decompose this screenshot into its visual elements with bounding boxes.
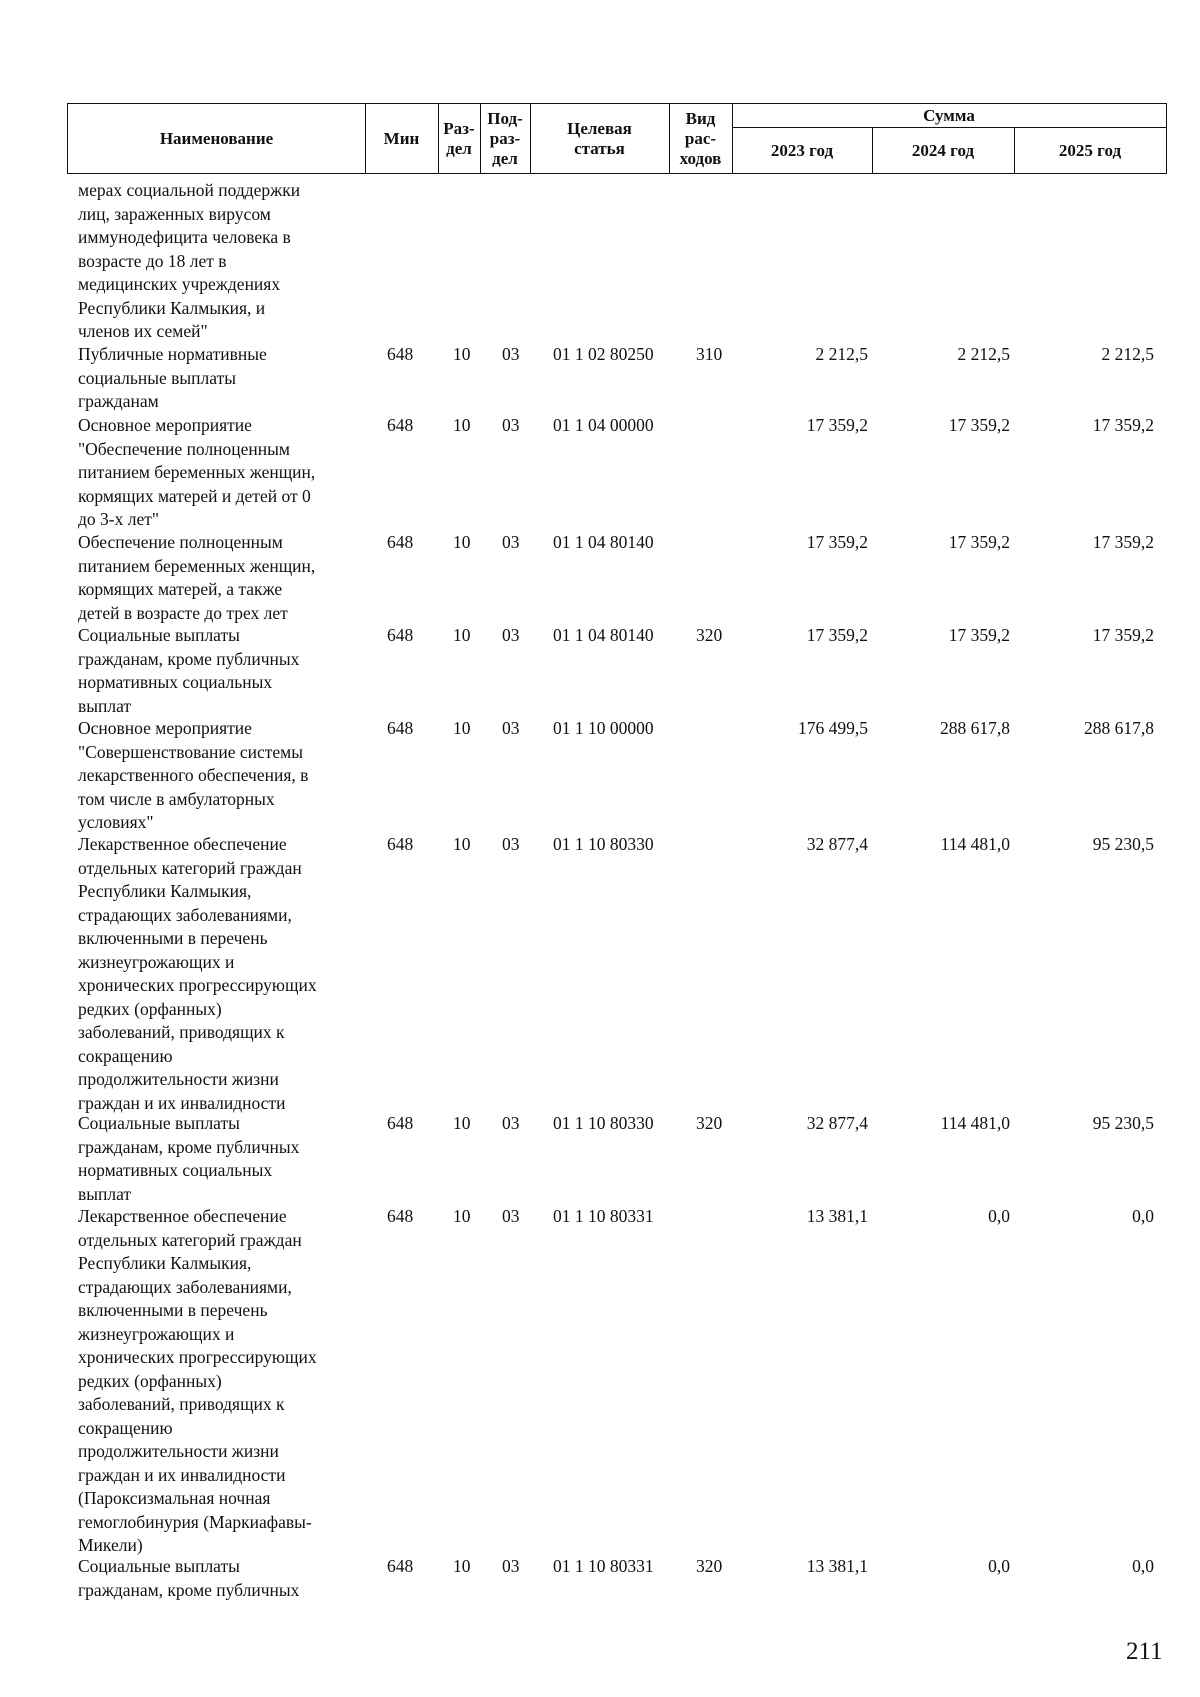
row-min: 648 <box>387 1556 414 1576</box>
row-sum-2025: 0,0 <box>1132 1556 1154 1576</box>
row-min: 648 <box>387 532 414 552</box>
row-celevaya: 01 1 10 80330 <box>553 1113 654 1133</box>
row-name: Обеспечение полноценным питанием беременных женщин, кормящих матерей, а также детей в возрасте до трех лет <box>78 532 316 623</box>
row-celevaya: 01 1 02 80250 <box>553 344 654 364</box>
row-name: Лекарственное обеспечение отдельных категорий граждан Республики Калмыкия, страдающих заболеваниями, включенными в перечень жизнеугрожающих и хронических прогрессирующих редких (орфанных) заболеваний, приводящих к сокращению продолжительности жизни граждан и их инвалидности (Пароксизмальная ночная гемоглобинурия (Маркиафавы- Микели) <box>78 1206 317 1555</box>
header-razdel: Раз- дел <box>443 118 475 158</box>
row-razdel: 10 <box>453 344 471 364</box>
header-name: Наименование <box>159 128 274 148</box>
header-year-2025: 2025 год <box>1058 140 1122 160</box>
row-celevaya: 01 1 10 00000 <box>553 718 654 738</box>
header-vid: Вид рас- ходов <box>679 108 722 168</box>
page-number: 211 <box>1126 1638 1163 1665</box>
row-sum-2023: 2 212,5 <box>815 344 868 364</box>
row-sum-2025: 95 230,5 <box>1092 834 1154 854</box>
row-sum-2024: 288 617,8 <box>940 718 1010 738</box>
row-celevaya: 01 1 10 80331 <box>553 1556 654 1576</box>
row-sum-2025: 17 359,2 <box>1092 415 1154 435</box>
row-sum-2024: 114 481,0 <box>940 1113 1010 1133</box>
row-name: Основное мероприятие "Совершенствование системы лекарственного обеспечения, в том числе в амбулаторных условиях" <box>78 718 309 832</box>
row-sum-2023: 17 359,2 <box>806 532 868 552</box>
row-min: 648 <box>387 1206 414 1226</box>
row-podrazdel: 03 <box>502 1206 520 1226</box>
row-sum-2023: 17 359,2 <box>806 415 868 435</box>
table-header <box>67 103 1167 174</box>
row-sum-2023: 13 381,1 <box>806 1556 868 1576</box>
row-razdel: 10 <box>453 532 471 552</box>
row-sum-2024: 17 359,2 <box>948 625 1010 645</box>
header-min: Мин <box>383 128 420 148</box>
row-celevaya: 01 1 04 80140 <box>553 532 654 552</box>
row-sum-2025: 95 230,5 <box>1092 1113 1154 1133</box>
row-sum-2024: 17 359,2 <box>948 532 1010 552</box>
row-min: 648 <box>387 415 414 435</box>
row-podrazdel: 03 <box>502 532 520 552</box>
row-name: Социальные выплаты гражданам, кроме публичных нормативных социальных выплат <box>78 625 300 716</box>
row-celevaya: 01 1 04 80140 <box>553 625 654 645</box>
row-vid: 320 <box>696 1113 723 1133</box>
row-name: Лекарственное обеспечение отдельных категорий граждан Республики Калмыкия, страдающих заболеваниями, включенными в перечень жизнеугрожающих и хронических прогрессирующих редких (орфанных) заболеваний, приводящих к сокращению продолжительности жизни граждан и их инвалидности <box>78 834 317 1113</box>
row-min: 648 <box>387 1113 414 1133</box>
row-sum-2024: 17 359,2 <box>948 415 1010 435</box>
row-min: 648 <box>387 718 414 738</box>
row-min: 648 <box>387 344 414 364</box>
row-razdel: 10 <box>453 415 471 435</box>
row-podrazdel: 03 <box>502 718 520 738</box>
row-sum-2025: 17 359,2 <box>1092 625 1154 645</box>
row-razdel: 10 <box>453 625 471 645</box>
row-celevaya: 01 1 10 80331 <box>553 1206 654 1226</box>
row-podrazdel: 03 <box>502 1113 520 1133</box>
row-name: Публичные нормативные социальные выплаты гражданам <box>78 344 267 411</box>
row-vid: 310 <box>696 344 723 364</box>
row-name: Социальные выплаты гражданам, кроме публичных нормативных социальных выплат <box>78 1113 300 1204</box>
row-sum-2025: 0,0 <box>1132 1206 1154 1226</box>
row-podrazdel: 03 <box>502 625 520 645</box>
row-razdel: 10 <box>453 1556 471 1576</box>
header-year-2023: 2023 год <box>770 140 834 160</box>
row-razdel: 10 <box>453 1206 471 1226</box>
row-name: Социальные выплаты гражданам, кроме публичных <box>78 1556 300 1600</box>
row-sum-2025: 288 617,8 <box>1084 718 1154 738</box>
row-razdel: 10 <box>453 718 471 738</box>
row-podrazdel: 03 <box>502 1556 520 1576</box>
row-sum-2024: 114 481,0 <box>940 834 1010 854</box>
row-podrazdel: 03 <box>502 344 520 364</box>
row-name: Основное мероприятие "Обеспечение полноценным питанием беременных женщин, кормящих матерей и детей от 0 до 3-х лет" <box>78 415 316 529</box>
row-sum-2023: 176 499,5 <box>798 718 868 738</box>
row-celevaya: 01 1 04 00000 <box>553 415 654 435</box>
row-podrazdel: 03 <box>502 834 520 854</box>
header-celevaya: Целевая статья <box>567 118 632 158</box>
row-sum-2024: 0,0 <box>988 1206 1010 1226</box>
header-year-2024: 2024 год <box>911 140 975 160</box>
row-sum-2023: 17 359,2 <box>806 625 868 645</box>
row-sum-2024: 0,0 <box>988 1556 1010 1576</box>
row-sum-2023: 32 877,4 <box>806 1113 868 1133</box>
row-razdel: 10 <box>453 1113 471 1133</box>
row-sum-2024: 2 212,5 <box>957 344 1010 364</box>
row-razdel: 10 <box>453 834 471 854</box>
header-summa: Сумма <box>923 105 975 125</box>
row-sum-2025: 17 359,2 <box>1092 532 1154 552</box>
row-vid: 320 <box>696 1556 723 1576</box>
row-min: 648 <box>387 625 414 645</box>
row-name: мерах социальной поддержки лиц, зараженных вирусом иммунодефицита человека в возрасте до 18 лет в медицинских учреждениях Республики Калмыкия, и членов их семей" <box>78 180 301 341</box>
row-sum-2023: 32 877,4 <box>806 834 868 854</box>
header-podrazdel: Под- раз- дел <box>487 108 523 168</box>
row-sum-2023: 13 381,1 <box>806 1206 868 1226</box>
row-podrazdel: 03 <box>502 415 520 435</box>
row-celevaya: 01 1 10 80330 <box>553 834 654 854</box>
row-vid: 320 <box>696 625 723 645</box>
row-min: 648 <box>387 834 414 854</box>
row-sum-2025: 2 212,5 <box>1101 344 1154 364</box>
